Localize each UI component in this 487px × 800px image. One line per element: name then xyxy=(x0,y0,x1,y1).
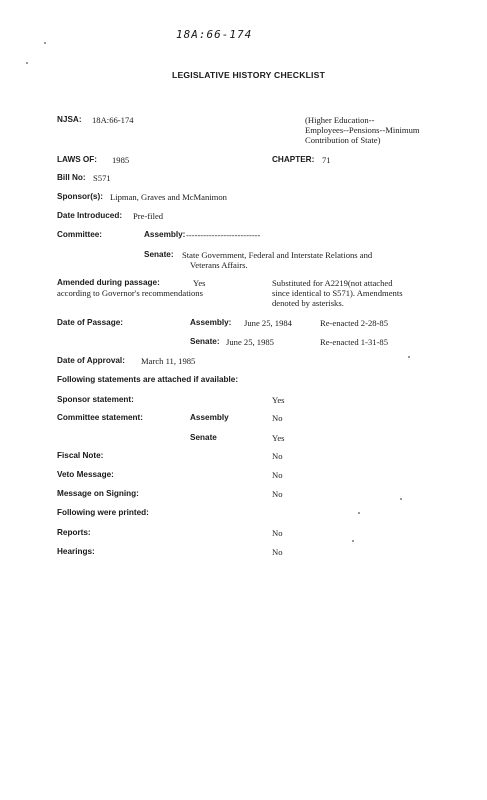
committee-statement-assembly-label: Assembly xyxy=(190,413,229,422)
sponsors-label: Sponsor(s): xyxy=(57,192,103,201)
amended-note-line-1: Substituted for A2219(not attached xyxy=(272,278,393,288)
scan-speck xyxy=(400,498,402,500)
njsa-value: 18A:66-174 xyxy=(92,115,134,125)
passage-assembly-date: June 25, 1984 xyxy=(244,318,292,328)
message-signing-value: No xyxy=(272,489,283,499)
attached-heading: Following statements are attached if available: xyxy=(57,375,239,384)
committee-statement-senate-value: Yes xyxy=(272,433,285,443)
laws-of-label: LAWS OF: xyxy=(57,155,98,164)
sponsor-statement-label: Sponsor statement: xyxy=(57,395,134,404)
handwritten-statute-number: 18A:66-174 xyxy=(176,28,253,41)
hearings-value: No xyxy=(272,547,283,557)
committee-senate-line-1: State Government, Federal and Interstate Relations and xyxy=(182,250,373,260)
bill-no-label: Bill No: xyxy=(57,173,86,182)
amended-sub-line: according to Governor's recommendations xyxy=(57,288,203,298)
amended-note-line-3: denoted by asterisks. xyxy=(272,298,344,308)
committee-statement-label: Committee statement: xyxy=(57,413,143,422)
fiscal-note-label: Fiscal Note: xyxy=(57,451,104,460)
committee-senate-line-2: Veterans Affairs. xyxy=(190,260,248,270)
chapter-label: CHAPTER: xyxy=(272,155,315,164)
chapter-value: 71 xyxy=(322,155,331,165)
approval-value: March 11, 1985 xyxy=(141,356,196,366)
reports-value: No xyxy=(272,528,283,538)
sponsor-statement-value: Yes xyxy=(272,395,285,405)
scan-speck xyxy=(26,62,28,64)
passage-label: Date of Passage: xyxy=(57,318,123,327)
passage-senate-label: Senate: xyxy=(190,337,220,346)
amended-note-line-2: since identical to S571). Amendments xyxy=(272,288,403,298)
laws-of-value: 1985 xyxy=(112,155,130,165)
hearings-label: Hearings: xyxy=(57,547,95,556)
reports-label: Reports: xyxy=(57,528,91,537)
passage-assembly-note: Re-enacted 2-28-85 xyxy=(320,318,389,328)
amended-value: Yes xyxy=(193,278,206,288)
message-signing-label: Message on Signing: xyxy=(57,489,139,498)
approval-label: Date of Approval: xyxy=(57,356,125,365)
printed-heading: Following were printed: xyxy=(57,508,149,517)
fiscal-note-value: No xyxy=(272,451,283,461)
scan-speck xyxy=(44,42,46,44)
page-title: LEGISLATIVE HISTORY CHECKLIST xyxy=(172,70,326,80)
njsa-description-line-1: (Higher Education-- xyxy=(305,115,375,125)
njsa-description-line-3: Contribution of State) xyxy=(305,135,381,145)
passage-senate-note: Re-enacted 1-31-85 xyxy=(320,337,389,347)
njsa-description-line-2: Employees--Pensions--Minimum xyxy=(305,125,420,135)
veto-message-value: No xyxy=(272,470,283,480)
veto-message-label: Veto Message: xyxy=(57,470,114,479)
date-introduced-label: Date Introduced: xyxy=(57,211,123,220)
committee-label: Committee: xyxy=(57,230,103,239)
bill-no-value: S571 xyxy=(93,173,111,183)
njsa-label: NJSA: xyxy=(57,115,82,124)
passage-assembly-label: Assembly: xyxy=(190,318,232,327)
committee-assembly-label: Assembly: xyxy=(144,230,186,239)
passage-senate-date: June 25, 1985 xyxy=(226,337,274,347)
date-introduced-value: Pre-filed xyxy=(133,211,164,221)
committee-statement-assembly-value: No xyxy=(272,413,283,423)
committee-senate-label: Senate: xyxy=(144,250,174,259)
scan-speck xyxy=(352,540,354,542)
sponsors-value: Lipman, Graves and McManimon xyxy=(110,192,227,202)
committee-statement-senate-label: Senate xyxy=(190,433,217,442)
scan-speck xyxy=(358,512,360,514)
committee-assembly-value: -------------------------- xyxy=(186,230,261,240)
amended-label: Amended during passage: xyxy=(57,278,160,287)
scan-speck xyxy=(408,356,410,358)
